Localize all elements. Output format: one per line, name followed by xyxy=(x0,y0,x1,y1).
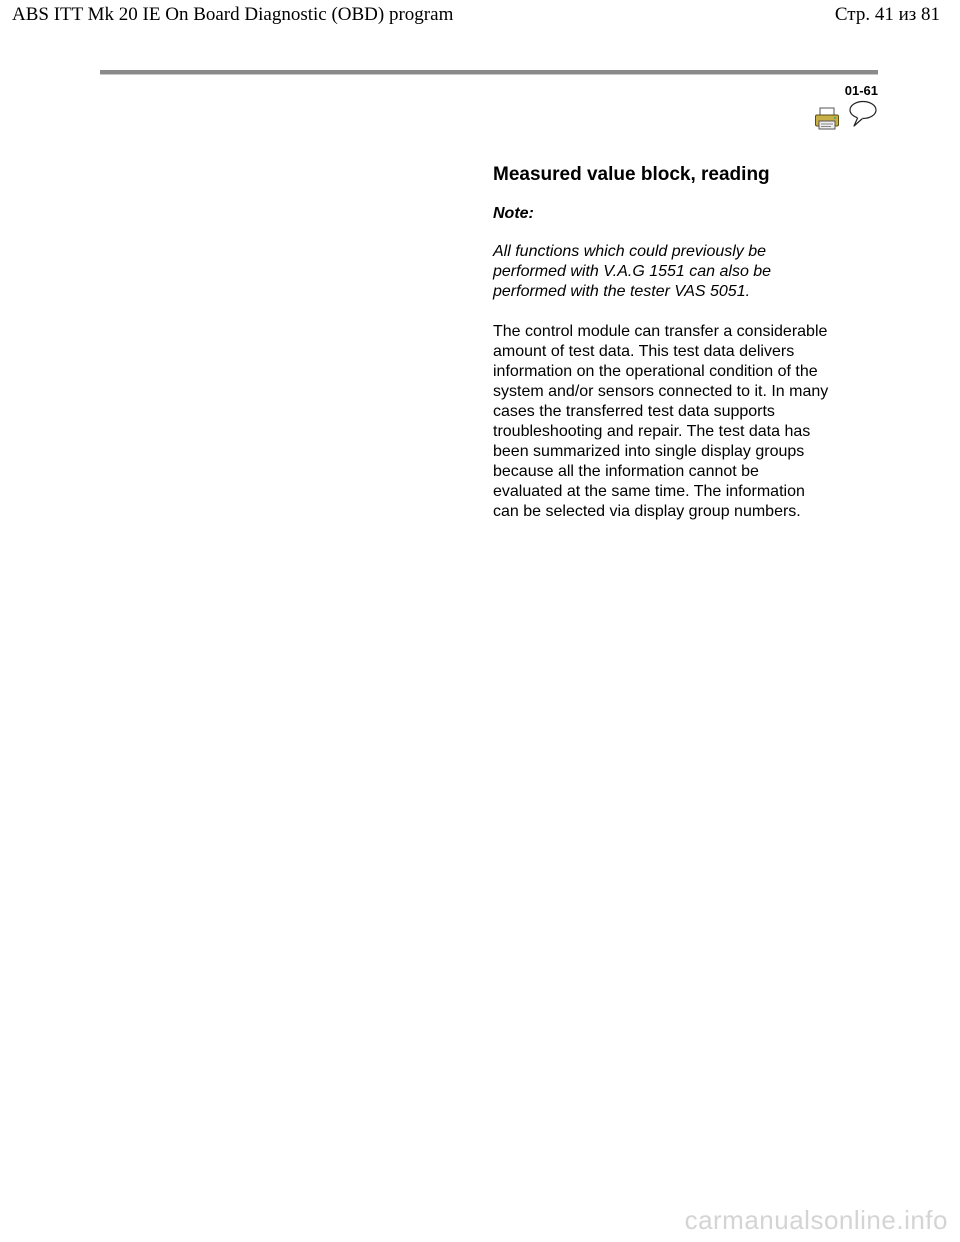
printer-icon[interactable] xyxy=(814,107,840,131)
watermark: carmanualsonline.info xyxy=(684,1205,948,1235)
note-text xyxy=(493,242,873,302)
note-label: Note: xyxy=(493,205,534,222)
speech-bubble-icon[interactable] xyxy=(848,100,878,128)
note-line: performed with V.A.G 1551 can also be xyxy=(493,263,772,280)
page-indicator: Стр. 41 из 81 xyxy=(834,4,940,25)
header-divider xyxy=(100,70,878,75)
page-number: 01-61 xyxy=(844,83,878,98)
body-line: because all the information cannot be xyxy=(493,463,759,480)
body-line: cases the transferred test data supports xyxy=(493,403,775,420)
body-line: evaluated at the same time. The information xyxy=(493,483,805,500)
body-line: information on the operational condition of the xyxy=(493,363,818,380)
note-line: performed with the tester VAS 5051. xyxy=(493,283,751,300)
body-line: amount of test data. This test data delivers xyxy=(493,343,795,360)
content-column xyxy=(493,164,873,522)
body-line: troubleshooting and repair. The test data has xyxy=(493,423,811,440)
body-line: system and/or sensors connected to it. In many xyxy=(493,383,829,400)
document-title: ABS ITT Mk 20 IE On Board Diagnostic (OBD) program xyxy=(12,4,454,25)
body-line: can be selected via display group numbers. xyxy=(493,503,801,520)
note-line: All functions which could previously be xyxy=(493,243,767,260)
body-paragraph xyxy=(493,322,873,522)
body-line: The control module can transfer a considerable xyxy=(493,323,828,340)
section-title: Measured value block, reading xyxy=(493,164,770,185)
body-line: been summarized into single display groups xyxy=(493,443,805,460)
